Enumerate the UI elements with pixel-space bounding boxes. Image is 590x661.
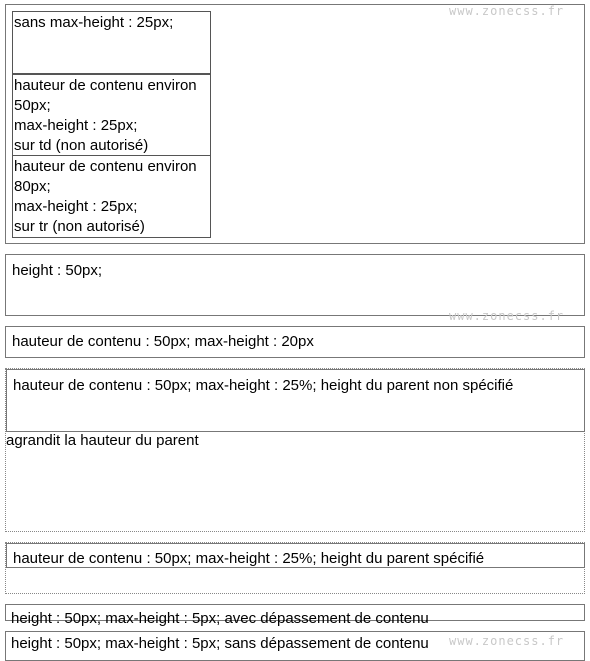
- max-height-20-text: hauteur de contenu : 50px; max-height : 20px: [12, 333, 314, 350]
- enlarge-parent-text: agrandit la hauteur du parent: [6, 432, 199, 449]
- table-demo-container: [5, 4, 585, 244]
- max-height-pct-specified-text: hauteur de contenu : 50px; max-height : 25%; height du parent spécifié: [13, 550, 485, 567]
- table-cell-td-line-1: hauteur de contenu environ: [14, 77, 197, 94]
- table-cell-tr-line-1: hauteur de contenu environ: [14, 158, 197, 175]
- table-cell-no-max-height-text: sans max-height : 25px;: [14, 14, 174, 31]
- table-cell-td-max-height: [12, 74, 211, 156]
- watermark-middle: www.zonecss.fr: [449, 309, 565, 323]
- height-50-box: [5, 254, 585, 316]
- height-50-text: height : 50px;: [12, 262, 103, 279]
- watermark-bottom: www.zonecss.fr: [449, 634, 565, 648]
- max-height-pct-unspecified-box: [6, 369, 585, 432]
- table-cell-td-line-3: max-height : 25px;: [14, 117, 138, 134]
- table-cell-td-line-4: sur td (non autorisé): [14, 137, 149, 154]
- max-height-pct-unspecified-text: hauteur de contenu : 50px; max-height : 25%; height du parent non spécifié: [13, 377, 514, 394]
- table-cell-td-line-2: 50px;: [14, 97, 51, 114]
- max-height-5-overflow-text: height : 50px; max-height : 5px; avec dépassement de contenu: [11, 610, 429, 627]
- parent-specified-height: [5, 542, 585, 594]
- watermark-top: www.zonecss.fr: [449, 4, 565, 18]
- max-height-pct-specified-box: [6, 543, 585, 568]
- max-height-5-no-overflow-text: height : 50px; max-height : 5px; sans dépassement de contenu: [11, 635, 429, 652]
- table-cell-tr-max-height: [12, 155, 211, 238]
- parent-unspecified-height: [5, 368, 585, 532]
- max-height-20-box: [5, 326, 585, 358]
- table-cell-tr-line-4: sur tr (non autorisé): [14, 218, 145, 235]
- table-cell-tr-line-2: 80px;: [14, 178, 51, 195]
- table-cell-no-max-height: [12, 11, 211, 74]
- table-cell-tr-line-3: max-height : 25px;: [14, 198, 138, 215]
